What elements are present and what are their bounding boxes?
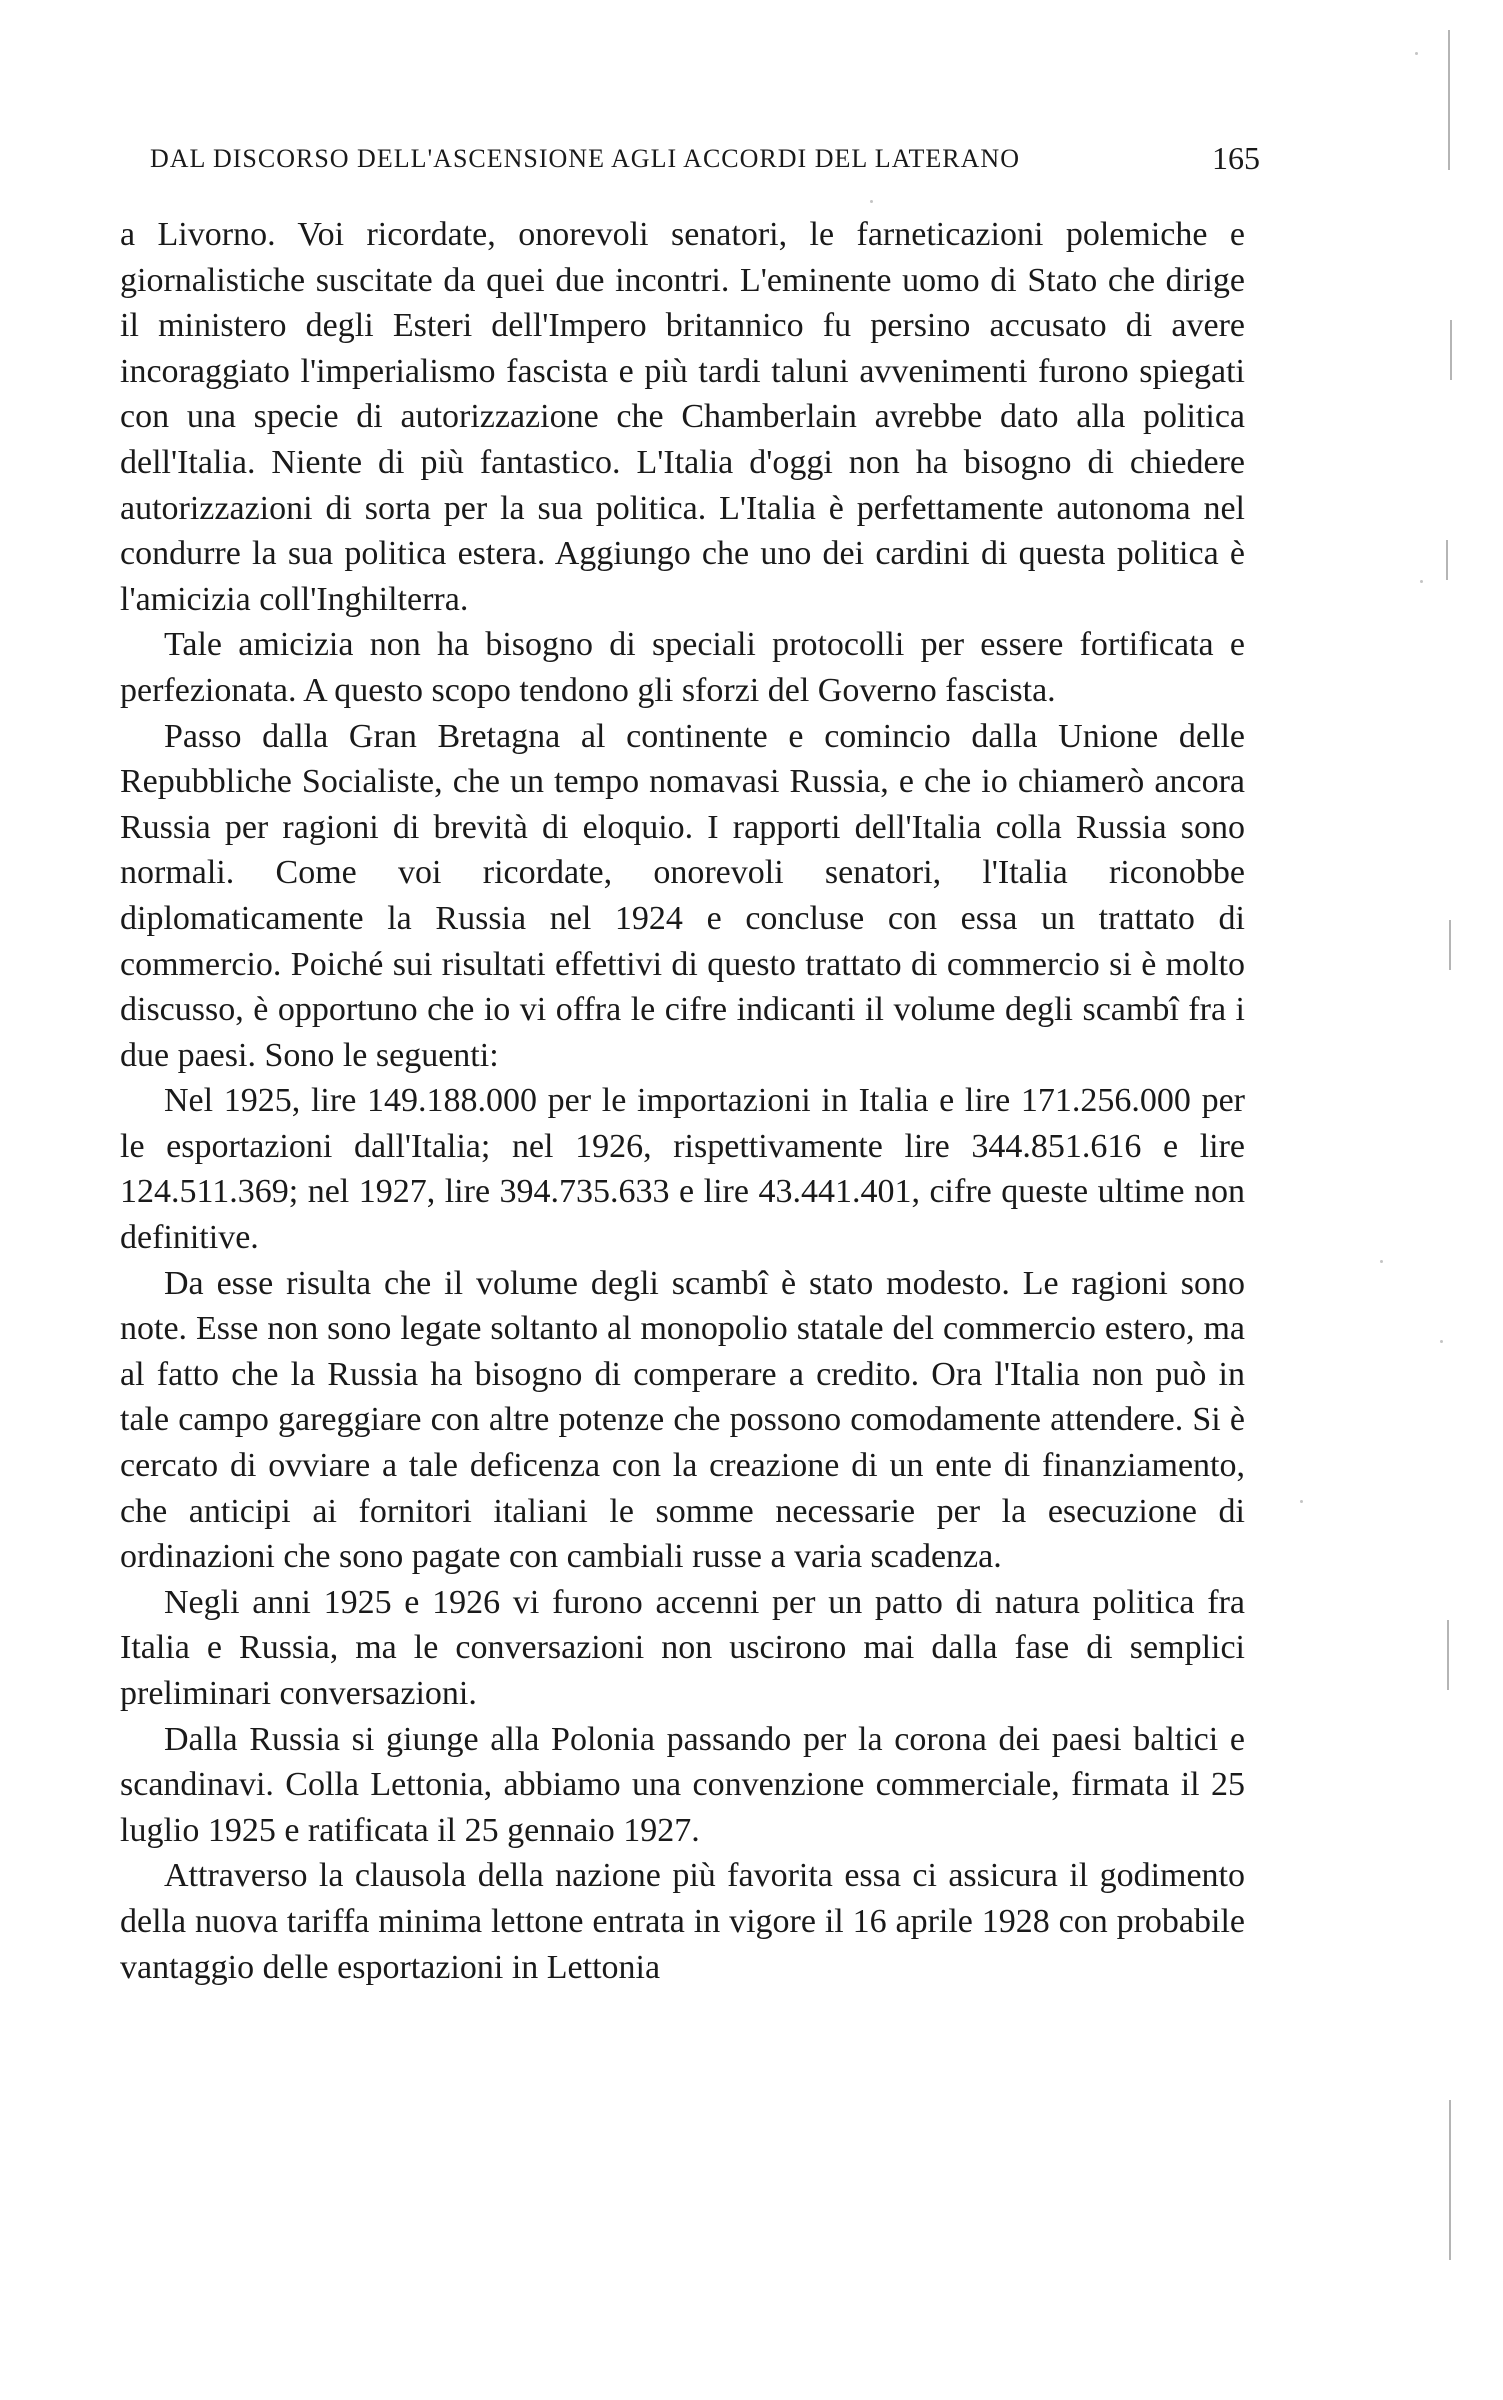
scan-speck bbox=[1420, 580, 1423, 583]
scan-edge-line bbox=[1446, 540, 1448, 580]
paragraph-2: Tale amicizia non ha bisogno di speciali protocolli per essere fortificata e perfezionata. A questo scopo tendono gli sforzi del Governo fascista. bbox=[120, 626, 1245, 709]
scan-edge-marks bbox=[1440, 20, 1460, 2320]
page-number: 165 bbox=[1212, 140, 1260, 176]
paragraph-4: Nel 1925, lire 149.188.000 per le importazioni in Italia e lire 171.256.000 per le esportazioni dall'Italia; nel 1926, rispettivamente lire 344.851.616 e lire 124.511.369; nel 1927, lire 394.735.633 e lire 43.441.401, cifre queste ultime non definitive. bbox=[120, 1082, 1245, 1257]
paragraph-3: Passo dalla Gran Bretagna al continente e comincio dalla Unione delle Repubbliche Socialiste, che un tempo nomavasi Russia, e che io chiamerò ancora Russia per ragioni di brevità di eloquio. I rapporti dell'Italia colla Russia sono normali. Come voi ricordate, onorevoli senatori, l'Italia riconobbe diplomaticamente la Russia nel 1924 e concluse con essa un trattato di commercio. Poiché sui risultati effettivi di questo trattato di commercio si è molto discusso, è opportuno che io vi offra le cifre indicanti il volume degli scambî fra i due paesi. Sono le seguenti: bbox=[120, 717, 1245, 1074]
scan-speck bbox=[1300, 1500, 1303, 1503]
scan-speck bbox=[870, 200, 873, 203]
scan-edge-line bbox=[1449, 2100, 1451, 2260]
scan-edge-line bbox=[1449, 920, 1451, 970]
scan-speck bbox=[1380, 1260, 1383, 1263]
scan-edge-line bbox=[1447, 1620, 1449, 1690]
scan-edge-line bbox=[1448, 30, 1450, 170]
paragraph-1: a Livorno. Voi ricordate, onorevoli senatori, le farneticazioni polemiche e giornalistiche suscitate da quei due incontri. L'eminente uomo di Stato che dirige il ministero degli Esteri dell'Impero britannico fu persino accusato di avere incoraggiato l'imperialismo fascista e più tardi taluni avvenimenti furono spiegati con una specie di autorizzazione che Chamberlain avrebbe dato alla politica dell'Italia. Niente di più fantastico. L'Italia d'oggi non ha bisogno di chiedere autorizzazioni di sorta per la sua politica. L'Italia è perfettamente autonoma nel condurre la sua politica estera. Aggiungo che uno dei cardini di questa politica è l'amicizia coll'Inghilterra. bbox=[120, 216, 1245, 618]
running-title: DAL DISCORSO DELL'ASCENSIONE AGLI ACCORDI DEL LATERANO bbox=[150, 144, 1020, 173]
scan-edge-line bbox=[1450, 320, 1452, 380]
page-header bbox=[150, 140, 1260, 180]
body-text bbox=[120, 212, 1245, 1990]
scan-speck bbox=[1415, 52, 1418, 55]
paragraph-5: Da esse risulta che il volume degli scambî è stato modesto. Le ragioni sono note. Esse non sono legate soltanto al monopolio statale del commercio estero, ma al fatto che la Russia ha bisogno di comperare a credito. Ora l'Italia non può in tale campo gareggiare con altre potenze che possono comodamente attendere. Si è cercato di ovviare a tale deficenza con la creazione di un ente di finanziamento, che anticipi ai fornitori italiani le somme necessarie per la esecuzione di ordinazioni che sono pagate con cambiali russe a varia scadenza. bbox=[120, 1264, 1245, 1576]
paragraph-6: Negli anni 1925 e 1926 vi furono accenni per un patto di natura politica fra Italia e Russia, ma le conversazioni non uscirono mai dalla fase di semplici preliminari conversazioni. bbox=[120, 1583, 1245, 1712]
paragraph-7: Dalla Russia si giunge alla Polonia passando per la corona dei paesi baltici e scandinavi. Colla Lettonia, abbiamo una convenzione commerciale, firmata il 25 luglio 1925 e ratificata il 25 gennaio 1927. bbox=[120, 1720, 1245, 1849]
paragraph-8: Attraverso la clausola della nazione più favorita essa ci assicura il godimento della nuova tariffa minima lettone entrata in vigore il 16 aprile 1928 con probabile vantaggio delle esportazioni in Lettonia bbox=[120, 1857, 1245, 1986]
scan-speck bbox=[1440, 1340, 1443, 1343]
